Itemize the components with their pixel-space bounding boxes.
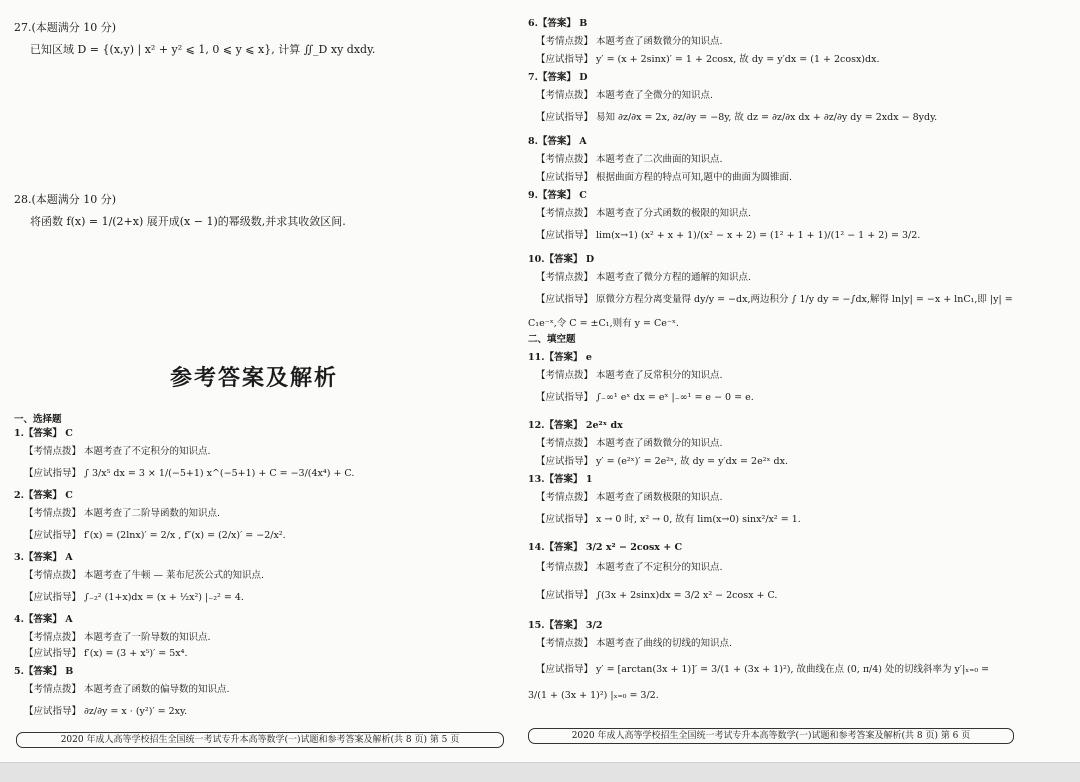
answer-4: 4.【答案】 A: [14, 614, 73, 625]
answer-heading: 8.【答案】 A: [528, 136, 587, 147]
answer-3: 3.【答案】 A: [14, 552, 73, 563]
answer-heading: 11.【答案】 e: [528, 352, 592, 363]
answer-2: 2.【答案】 C: [14, 490, 73, 501]
page-5: [0, 0, 520, 762]
answer-line: 【应试指导】 ∫(3x + 2sinx)dx = 3/2 x² − 2cosx + C.: [536, 590, 778, 601]
answer-line: 【考情点拨】 本题考查了反常积分的知识点.: [536, 370, 723, 381]
answer-3-point: 【考情点拨】 本题考查了牛顿 — 莱布尼茨公式的知识点.: [24, 570, 265, 581]
question-28-text: 将函数 f(x) = 1/(2+x) 展开成(x − 1)的幂级数,并求其收敛区间.: [30, 215, 346, 228]
answer-line: C₁e⁻ˣ,令 C = ±C₁,则有 y = Ce⁻ˣ.: [528, 318, 679, 329]
answer-heading: 15.【答案】 3/2: [528, 620, 603, 631]
section-choice: 一、选择题: [14, 414, 62, 425]
answer-line: 【应试指导】 根据曲面方程的特点可知,题中的曲面为圆锥面.: [536, 172, 793, 183]
answer-line: 【考情点拨】 本题考查了分式函数的极限的知识点.: [536, 208, 752, 219]
answer-5-point: 【考情点拨】 本题考查了函数的偏导数的知识点.: [24, 684, 230, 695]
answer-5: 5.【答案】 B: [14, 666, 74, 677]
answer-line: 【应试指导】 原微分方程分离变量得 dy/y = −dx,两边积分 ∫ 1/y dy = −∫dx,解得 ln|y| = −x + lnC₁,即 |y| =: [536, 294, 1013, 305]
answer-line: 【考情点拨】 本题考查了微分方程的通解的知识点.: [536, 272, 752, 283]
answer-heading: 6.【答案】 B: [528, 18, 588, 29]
answer-line: 【考情点拨】 本题考查了不定积分的知识点.: [536, 562, 723, 573]
answer-heading: 12.【答案】 2e²ˣ dx: [528, 420, 623, 431]
answer-heading: 7.【答案】 D: [528, 72, 588, 83]
answer-line: 【应试指导】 y′ = (x + 2sinx)′ = 1 + 2cosx, 故 dy = y′dx = (1 + 2cosx)dx.: [536, 54, 880, 65]
answer-line: 【应试指导】 lim(x→1) (x² + x + 1)/(x² − x + 2) = (1² + 1 + 1)/(1² − 1 + 2) = 3/2.: [536, 230, 921, 241]
answer-line: 【应试指导】 x → 0 时, x² → 0, 故有 lim(x→0) sinx²/x² = 1.: [536, 514, 801, 525]
answer-line: 【考情点拨】 本题考查了函数微分的知识点.: [536, 438, 723, 449]
page-6-footer: 2020 年成人高等学校招生全国统一考试专升本高等数学(一)试题和参考答案及解析(共 8 页) 第 6 页: [528, 728, 1014, 744]
answer-line: 【应试指导】 易知 ∂z/∂x = 2x, ∂z/∂y = −8y, 故 dz = ∂z/∂x dx + ∂z/∂y dy = 2xdx − 8ydy.: [536, 112, 938, 123]
answer-line: 【应试指导】 y′ = [arctan(3x + 1)]′ = 3/(1 + (3x + 1)²), 故曲线在点 (0, π/4) 处的切线斜率为 y′|ₓ₌₀ =: [536, 664, 990, 675]
answer-3-guide: 【应试指导】 ∫₋₂² (1+x)dx = (x + ½x²) |₋₂² = 4.: [24, 592, 244, 603]
page-6: [520, 0, 1080, 762]
answers-heading: 参考答案及解析: [170, 365, 339, 391]
viewer-bottom-bar: [0, 762, 1080, 782]
answer-5-guide: 【应试指导】 ∂z/∂y = x · (y²)′ = 2xy.: [24, 706, 188, 717]
answer-heading: 二、填空题: [528, 334, 576, 345]
answer-line: 【考情点拨】 本题考查了函数极限的知识点.: [536, 492, 723, 503]
answer-2-point: 【考情点拨】 本题考查了二阶导函数的知识点.: [24, 508, 221, 519]
answer-line: 【应试指导】 y′ = (e²ˣ)′ = 2e²ˣ, 故 dy = y′dx = 2e²ˣ dx.: [536, 456, 789, 467]
answer-4-guide: 【应试指导】 f′(x) = (3 + x⁵)′ = 5x⁴.: [24, 648, 188, 659]
question-27-text: 已知区域 D = {(x,y) | x² + y² ⩽ 1, 0 ⩽ y ⩽ x}, 计算 ∬_D xy dxdy.: [30, 43, 376, 56]
answer-line: 【考情点拨】 本题考查了函数微分的知识点.: [536, 36, 723, 47]
question-28-title: 28.(本题满分 10 分): [14, 193, 117, 206]
page-5-footer: 2020 年成人高等学校招生全国统一考试专升本高等数学(一)试题和参考答案及解析(共 8 页) 第 5 页: [16, 732, 504, 748]
answer-heading: 13.【答案】 1: [528, 474, 593, 485]
answer-heading: 14.【答案】 3/2 x² − 2cosx + C: [528, 542, 683, 553]
answer-4-point: 【考情点拨】 本题考查了一阶导数的知识点.: [24, 632, 211, 643]
answer-1-point: 【考情点拨】 本题考查了不定积分的知识点.: [24, 446, 211, 457]
answer-line: 【应试指导】 ∫₋∞¹ eˣ dx = eˣ |₋∞¹ = e − 0 = e.: [536, 392, 754, 403]
answer-heading: 9.【答案】 C: [528, 190, 587, 201]
answer-heading: 10.【答案】 D: [528, 254, 595, 265]
answer-line: 【考情点拨】 本题考查了曲线的切线的知识点.: [536, 638, 733, 649]
answer-1-guide: 【应试指导】 ∫ 3/x⁵ dx = 3 × 1/(−5+1) x^(−5+1) + C = −3/(4x⁴) + C.: [24, 468, 355, 479]
answer-1: 1.【答案】 C: [14, 428, 73, 439]
answer-line: 【考情点拨】 本题考查了二次曲面的知识点.: [536, 154, 723, 165]
question-27-title: 27.(本题满分 10 分): [14, 21, 117, 34]
answer-line: 【考情点拨】 本题考查了全微分的知识点.: [536, 90, 714, 101]
answer-line: 3/(1 + (3x + 1)²) |ₓ₌₀ = 3/2.: [528, 690, 659, 701]
answer-2-guide: 【应试指导】 f′(x) = (2lnx)′ = 2/x , f″(x) = (2/x)′ = −2/x².: [24, 530, 286, 541]
